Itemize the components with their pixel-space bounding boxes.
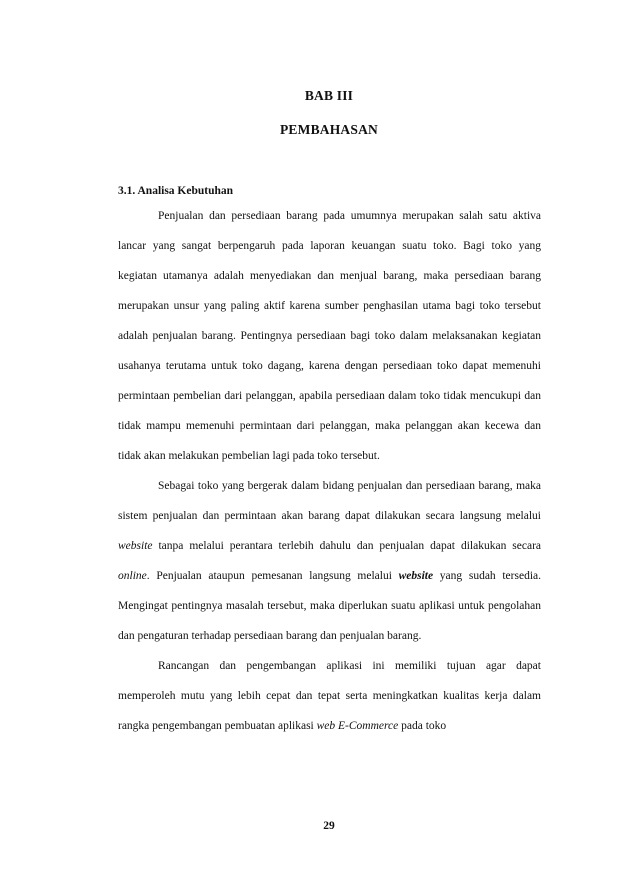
paragraph-2-text: tanpa melalui perantara terlebih dahulu dan penjualan dapat dilakukan secara: [158, 540, 541, 552]
paragraph-2: [118, 471, 541, 651]
paragraph-2-text: Sebagai toko yang bergerak dalam bidang penjualan dan persediaan barang, maka sistem penjualan dan permintaan akan barang dapat dilakukan secara langsung melalui: [118, 480, 541, 522]
chapter-number: BAB III: [304, 88, 354, 103]
section-heading: 3.1. Analisa Kebutuhan: [118, 185, 234, 197]
emphasis-web-ecommerce: web E-Commerce: [316, 720, 399, 732]
page-number: 29: [323, 820, 335, 832]
paragraph-3: [118, 651, 541, 741]
paragraph-3-text: Rancangan dan pengembangan aplikasi ini memiliki tujuan agar dapat memperoleh mutu yang lebih cepat dan tepat serta meningkatkan kualitas kerja dalam rangka pengembangan pembuatan aplikasi: [118, 660, 541, 732]
paragraph-3-text: pada toko: [401, 720, 447, 732]
emphasis-online: online: [118, 570, 147, 582]
emphasis-website: website: [398, 570, 434, 582]
emphasis-website: website: [118, 540, 153, 552]
body-text: [118, 201, 541, 741]
paragraph-1: Penjualan dan persediaan barang pada umumnya merupakan salah satu aktiva lancar yang sangat berpengaruh pada laporan keuangan suatu toko. Bagi toko yang kegiatan utamanya adalah menyediakan dan menjual barang, maka persediaan barang merupakan unsur yang paling aktif karena sumber penghasilan utama bagi toko tersebut adalah penjualan barang. Pentingnya persediaan bagi toko dalam melaksanakan kegiatan usahanya terutama untuk toko dagang, karena dengan persediaan toko dapat memenuhi permintaan pembelian dari pelanggan, apabila persediaan dalam toko tidak mencukupi dan tidak mampu memenuhi permintaan dari pelanggan, maka pelanggan akan kecewa dan tidak akan melakukan pembelian lagi pada toko tersebut.: [118, 210, 541, 462]
chapter-title: PEMBAHASAN: [279, 122, 378, 137]
paragraph-2-text: . Penjualan ataupun pemesanan langsung melalui: [146, 570, 392, 582]
paragraph-2-text: yang sudah tersedia. Mengingat pentingnya masalah tersebut, maka diperlukan suatu aplikasi untuk pengolahan dan pengaturan terhadap persediaan barang dan penjualan barang.: [118, 570, 541, 642]
